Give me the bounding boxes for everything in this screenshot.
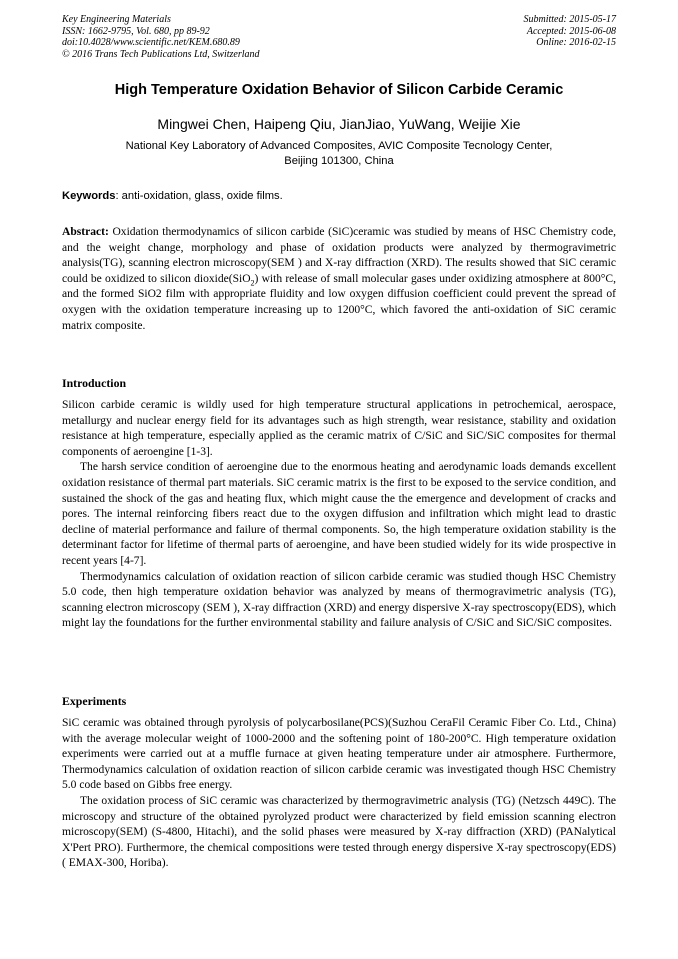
affiliation <box>70 139 608 168</box>
journal-info <box>62 14 260 60</box>
journal-doi: doi:10.4028/www.scientific.net/KEM.680.89 <box>62 37 240 48</box>
abstract <box>62 225 616 334</box>
paragraph: The oxidation process of SiC ceramic was characterized by thermogravimetric analysis (TG) (Netzsch 449C). The microscopy and structure of the obtained pyrolyzed product were characterized by field emission scanning electron microscopy(SEM) (S-4800, Hitachi), and the solid phases were measured by X-ray diffraction (XRD) (PANalytical X'Pert PRO). Furthermore, the chemical compositions were tested through energy dispersive X-ray spectroscopy(EDS) ( EMAX-300, Horiba). <box>62 794 616 870</box>
online-date: Online: 2016-02-15 <box>536 37 616 48</box>
section-heading-experiments: Experiments <box>62 694 127 708</box>
section-heading-introduction: Introduction <box>62 376 127 390</box>
abstract-label: Abstract: <box>62 226 109 238</box>
author-list: Mingwei Chen, Haipeng Qiu, JianJiao, YuWang, Weijie Xie <box>157 116 521 132</box>
submitted-date: Submitted: 2015-05-17 <box>523 14 616 25</box>
paragraph: SiC ceramic was obtained through pyrolysis of polycarbosilane(PCS)(Suzhou CeraFil Ceramic Fiber Co. Ltd., China) with the average molecular weight of 1000-2000 and the softening point of 180-200°C. High temperature oxidation experiments were carried out at a muffle furnace at given heating temperature under air atmosphere. Furthermore, Thermodynamics calculation of oxidation reaction of silicon carbide ceramic was investigated though HSC Chemistry 5.0 code based on Gibbs free energy. <box>62 717 616 792</box>
paragraph: Silicon carbide ceramic is wildly used for high temperature structural applications in petrochemical, aerospace, metallurgy and nuclear energy field for its advantages such as high strength, wear resistance, stability and oxidation resistance at high temperature, especially applied as the ceramic matrix of C/SiC and SiC/SiC composites for thermal components of aeroengine [1-3]. <box>62 399 616 458</box>
abstract-text-cont: ) with release of small molecular gases under oxidizing atmosphere at 800°C, and the formed SiO2 film with appropriate fluidity and low oxygen diffusion coefficient could prevent the spread of oxygen with the oxidation temperature increasing up to 1200°C, which favored the anti-oxidation of SiC ceramic matrix composite. <box>62 272 616 332</box>
abstract-subscript: 2 <box>250 278 255 288</box>
abstract-text: Oxidation thermodynamics of silicon carbide (SiC)ceramic was studied by means of HSC Chemistry code, and the weight change, morphology and phase of oxidation products were analyzed by thermogravimetric analysis(TG), scanning electron microscopy(SEM ) and X-ray diffraction (XRD). The results showed that SiC ceramic could be oxidized to silicon dioxide(SiO <box>62 226 616 285</box>
keywords-label: Keywords <box>62 190 116 202</box>
introduction-body <box>62 398 616 632</box>
accepted-date: Accepted: 2015-06-08 <box>526 25 616 37</box>
journal-copyright: © 2016 Trans Tech Publications Ltd, Switzerland <box>62 48 260 60</box>
paragraph: Thermodynamics calculation of oxidation reaction of silicon carbide ceramic was studied though HSC Chemistry 5.0 code, then high temperature oxidation behavior was analyzed by means of thermogravimetric analysis (TG), scanning electron microscopy (SEM ), X-ray diffraction (XRD) and energy dispersive X-ray spectroscopy(EDS), which might lay the foundations for the further environmental stability and failure analysis of C/SiC and SiC/SiC composites. <box>62 570 616 630</box>
affiliation-line: Beijing 101300, China <box>284 154 394 167</box>
experiments-body <box>62 716 616 872</box>
paper-title: High Temperature Oxidation Behavior of Silicon Carbide Ceramic <box>114 82 564 98</box>
submission-dates <box>524 14 617 49</box>
keywords <box>62 190 616 202</box>
keywords-text: : anti-oxidation, glass, oxide films. <box>115 190 283 202</box>
paragraph: The harsh service condition of aeroengine due to the enormous heating and aerodynamic loads demands excellent oxidation resistance of thermal part materials. SiC ceramic matrix is the first to be exposed to the service condition, and sustained the shock of the gas and heating flux, which might cause the the emergence and development of cracks and pores. The internal reinforcing fibers react due to the oxygen diffusion and infiltration which might lead to drastic decline of material performance and failure of thermal components. So, the high temperature oxidation stability is the determinant factor for lifetime of thermal parts of aeroengine, and have been studied widely for its wide prospective in recent years [4-7]. <box>62 461 616 567</box>
affiliation-line: National Key Laboratory of Advanced Composites, AVIC Composite Tecnology Center, <box>125 140 553 152</box>
journal-issn: ISSN: 1662-9795, Vol. 680, pp 89-92 <box>62 25 210 37</box>
journal-name: Key Engineering Materials <box>62 14 171 25</box>
